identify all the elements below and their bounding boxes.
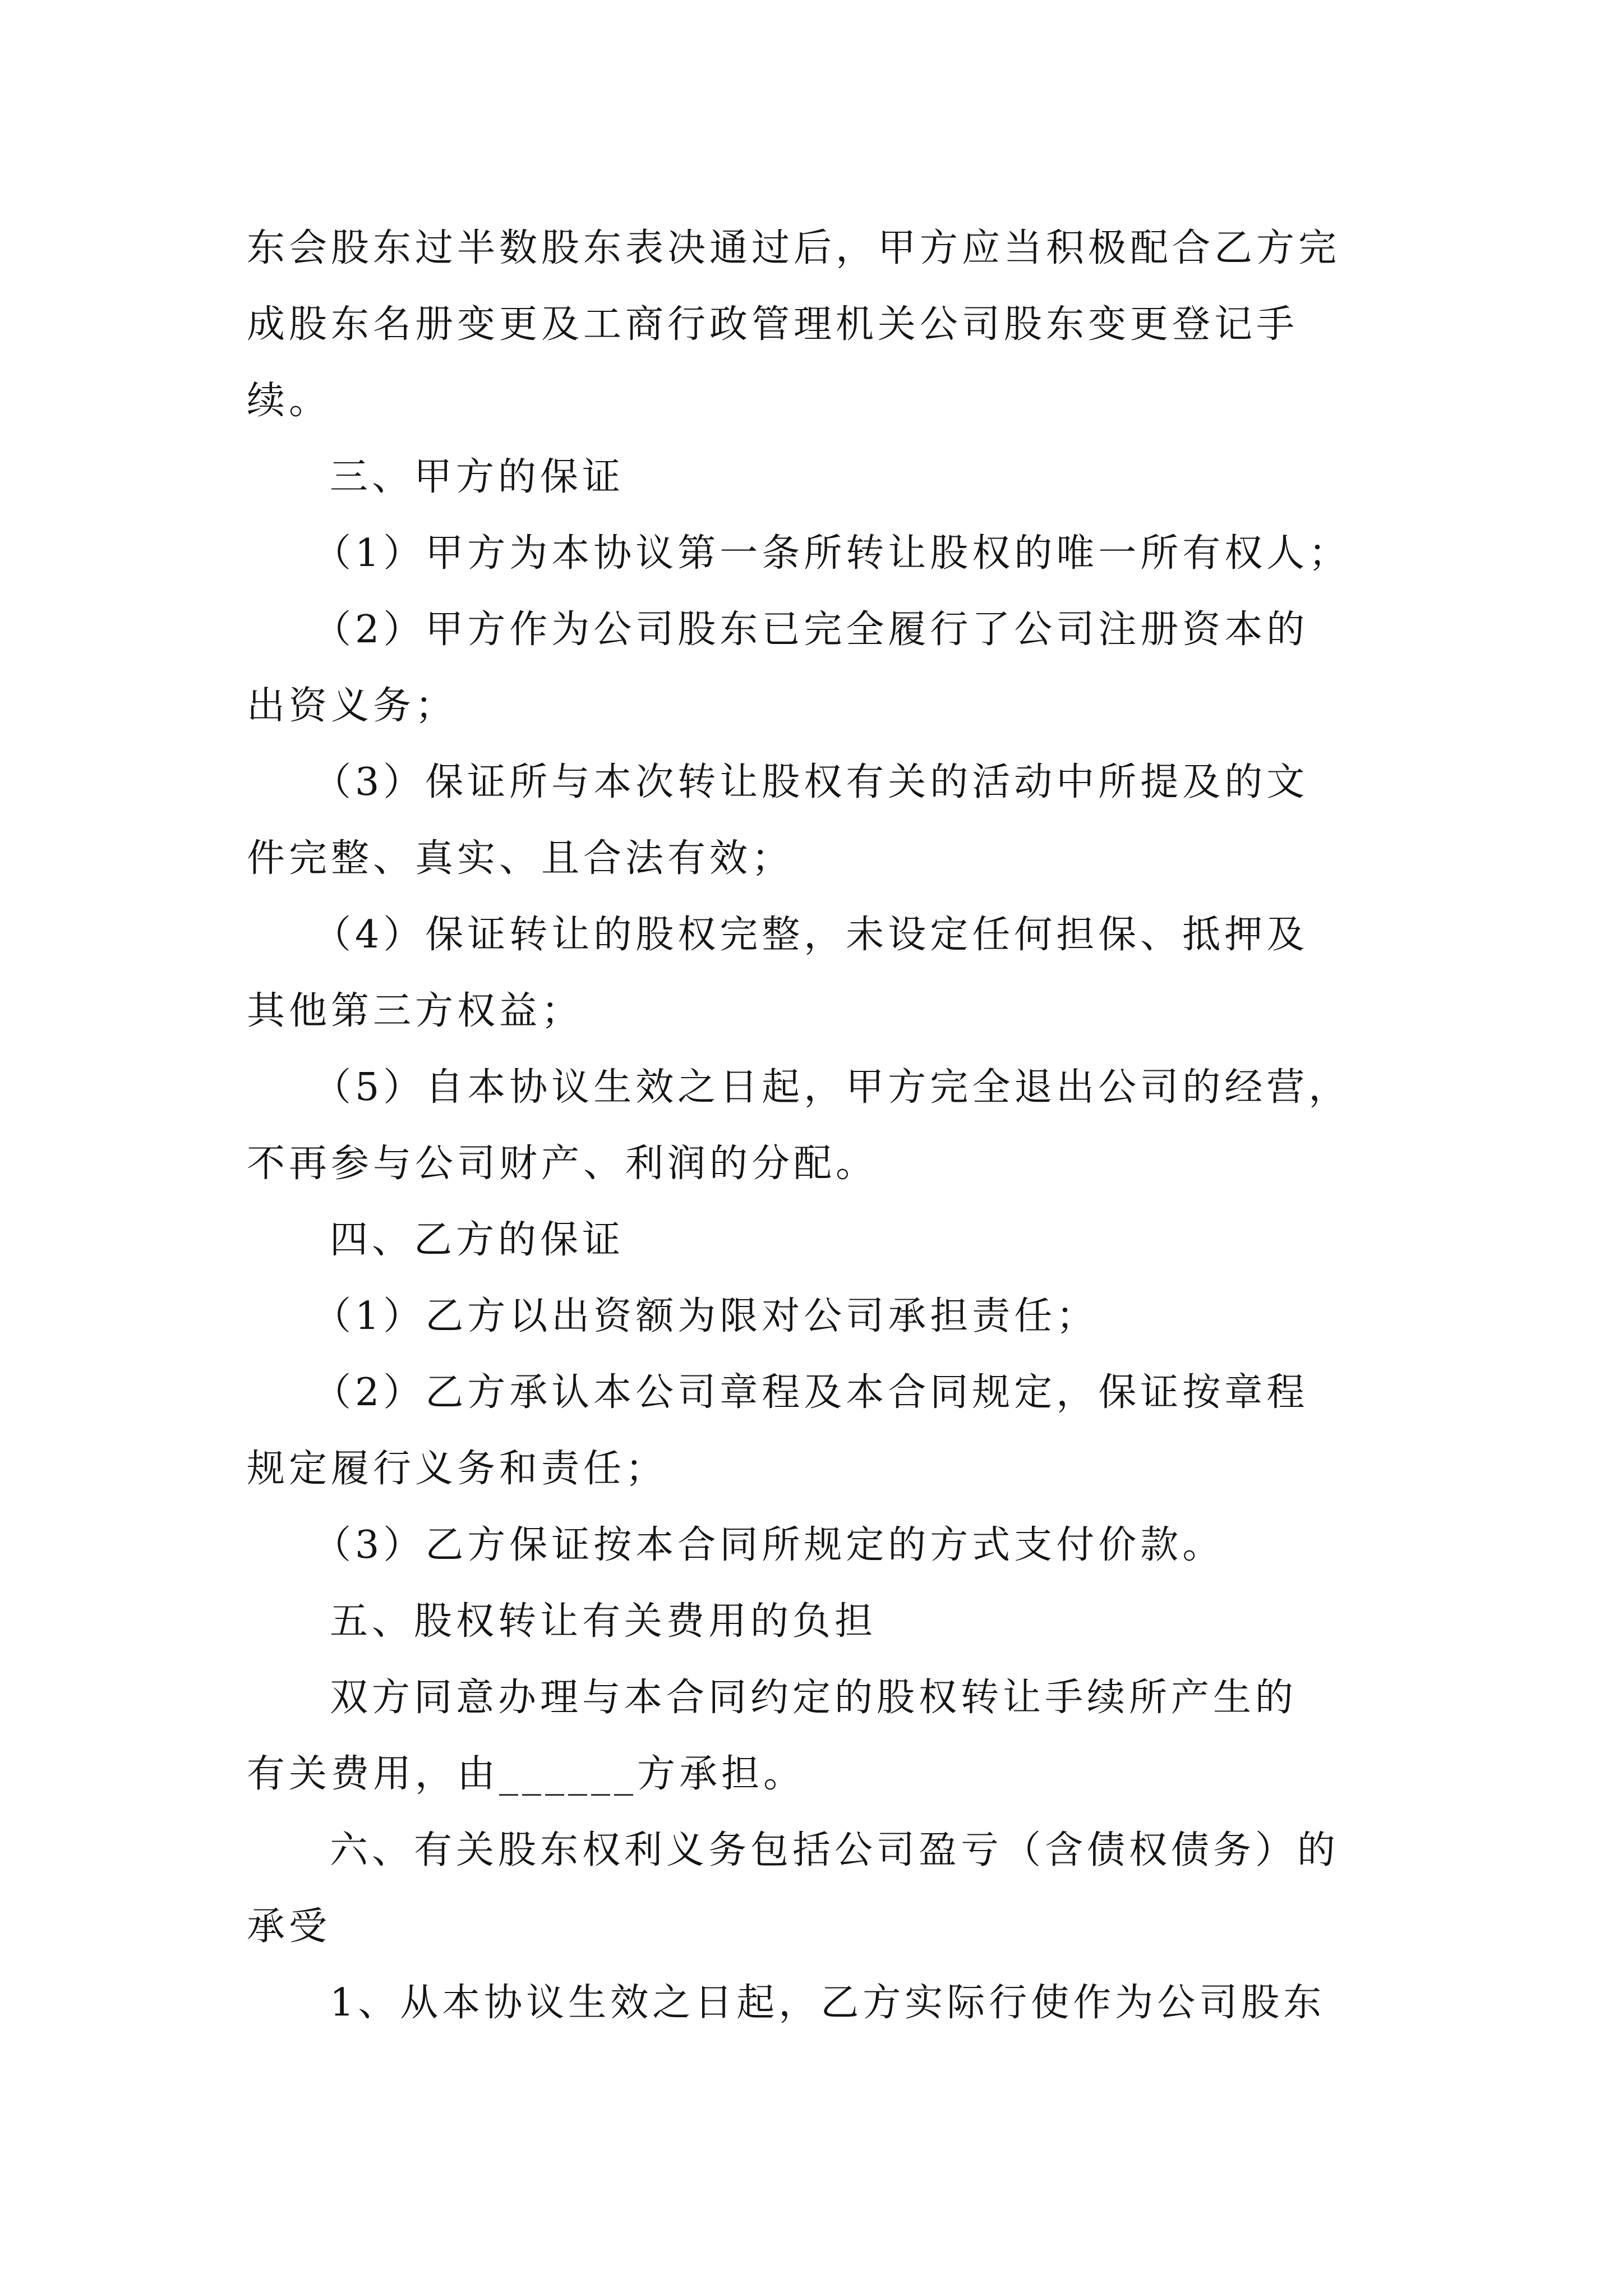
- clause-line: （4）保证转让的股权完整，未设定任何担保、抵押及: [313, 913, 1309, 957]
- paragraph-line: 续。: [247, 379, 331, 423]
- paragraph-line: 其他第三方权益；: [247, 989, 584, 1033]
- paragraph-line: 承受: [247, 1904, 331, 1949]
- paragraph-line: 出资义务；: [247, 684, 458, 728]
- clause-line: （5）自本协议生效之日起，甲方完全退出公司的经营，: [313, 1065, 1351, 1110]
- paragraph-line: 件完整、真实、且合法有效；: [247, 836, 794, 881]
- paragraph-line: 有关费用，由______方承担。: [247, 1752, 806, 1796]
- section-heading-4: 四、乙方的保证: [330, 1218, 625, 1262]
- paragraph-line: 东会股东过半数股东表决通过后，甲方应当积极配合乙方完: [247, 226, 1341, 270]
- clause-line: （2）甲方作为公司股东已完全履行了公司注册资本的: [313, 608, 1309, 652]
- clause-line: （1）甲方为本协议第一条所转让股权的唯一所有权人；: [313, 531, 1351, 576]
- paragraph-line: 1、从本协议生效之日起，乙方实际行使作为公司股东: [330, 1981, 1326, 2025]
- section-heading-3: 三、甲方的保证: [330, 455, 625, 499]
- paragraph-line: 规定履行义务和责任；: [247, 1447, 668, 1491]
- document-body: [247, 210, 1391, 2041]
- clause-line: （3）乙方保证按本合同所规定的方式支付价款。: [313, 1523, 1225, 1567]
- paragraph-line: 成股东名册变更及工商行政管理机关公司股东变更登记手: [247, 302, 1299, 347]
- section-heading-6: 六、有关股东权利义务包括公司盈亏（含债权债务）的: [330, 1828, 1340, 1872]
- paragraph-line: 双方同意办理与本合同约定的股权转让手续所产生的: [330, 1676, 1298, 1720]
- clause-line: （2）乙方承认本公司章程及本合同规定，保证按章程: [313, 1370, 1309, 1415]
- paragraph-line: 不再参与公司财产、利润的分配。: [247, 1142, 878, 1186]
- clause-line: （1）乙方以出资额为限对公司承担责任；: [313, 1294, 1099, 1338]
- section-heading-5: 五、股权转让有关费用的负担: [330, 1599, 877, 1644]
- clause-line: （3）保证所与本次转让股权有关的活动中所提及的文: [313, 760, 1309, 804]
